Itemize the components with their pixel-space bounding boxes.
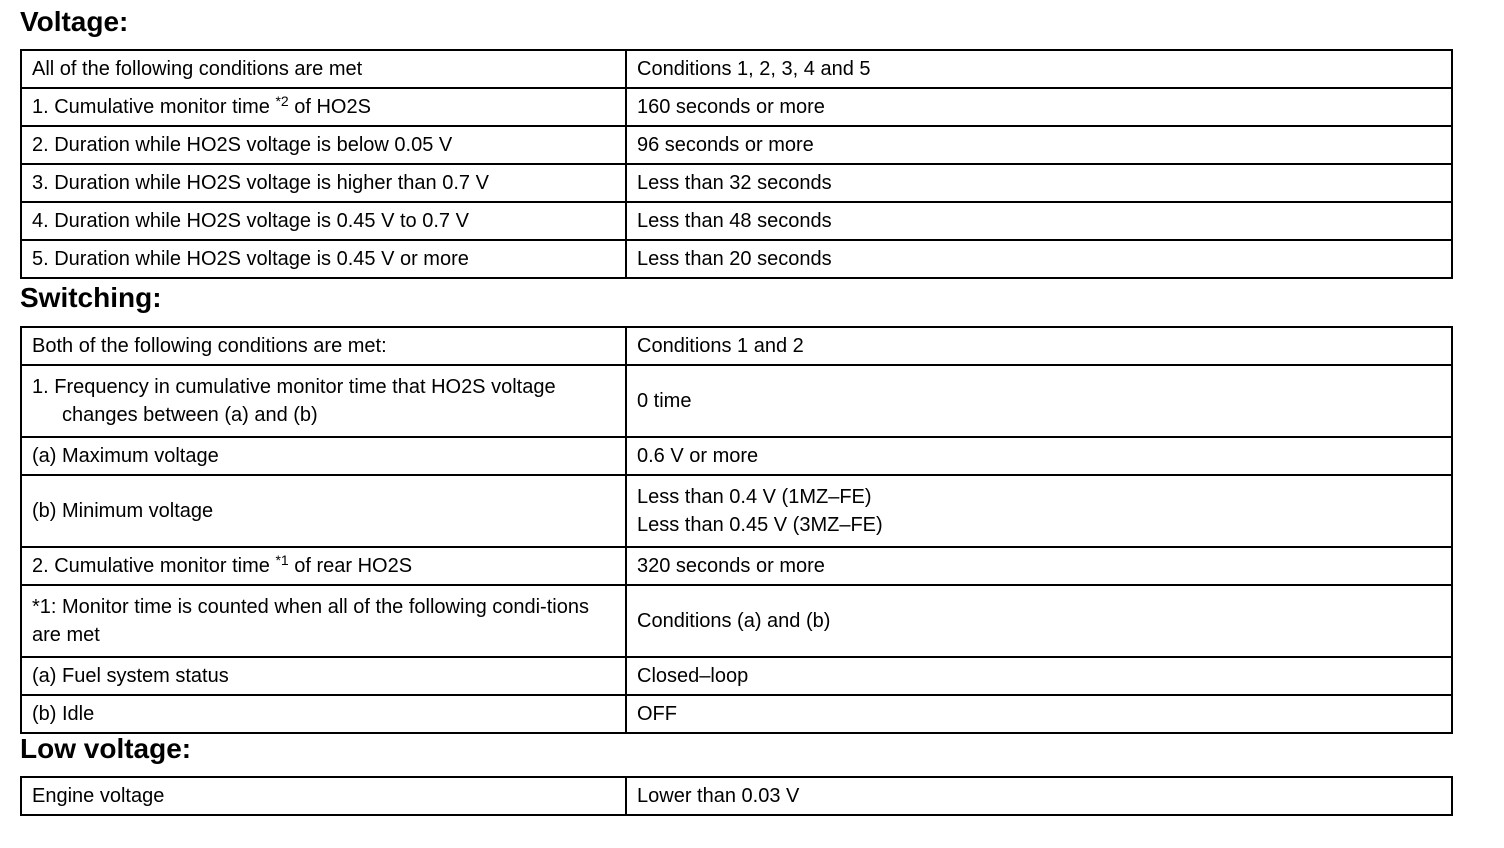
condition-label: 4. Duration while HO2S voltage is 0.45 V to 0.7 V xyxy=(21,202,626,240)
label-text-after: of rear HO2S xyxy=(288,555,413,577)
table-row xyxy=(21,585,1452,657)
table-row xyxy=(21,777,1452,815)
condition-value: Less than 20 seconds xyxy=(626,240,1452,278)
table-row xyxy=(21,437,1452,475)
condition-value: OFF xyxy=(626,695,1452,733)
condition-label: (b) Minimum voltage xyxy=(21,475,626,547)
condition-value: Closed–loop xyxy=(626,657,1452,695)
condition-label: 5. Duration while HO2S voltage is 0.45 V or more xyxy=(21,240,626,278)
condition-label: All of the following conditions are met xyxy=(21,50,626,88)
voltage-conditions-table xyxy=(20,49,1453,279)
condition-value: Lower than 0.03 V xyxy=(626,777,1452,815)
condition-label: 1. Frequency in cumulative monitor time that HO2S voltage changes between (a) and (b) xyxy=(21,365,626,437)
table-row xyxy=(21,547,1452,585)
table-row xyxy=(21,88,1452,126)
condition-value: 320 seconds or more xyxy=(626,547,1452,585)
condition-value: 160 seconds or more xyxy=(626,88,1452,126)
table-row xyxy=(21,695,1452,733)
voltage-heading: Voltage: xyxy=(20,6,129,37)
footnote-marker: *2 xyxy=(275,93,289,109)
label-text: 1. Cumulative monitor time xyxy=(32,96,270,118)
footnote-label: *1: Monitor time is counted when all of the following condi-tions are met xyxy=(21,585,626,657)
table-row xyxy=(21,327,1452,365)
table-row xyxy=(21,475,1452,547)
condition-value: Conditions 1, 2, 3, 4 and 5 xyxy=(626,50,1452,88)
table-row xyxy=(21,240,1452,278)
condition-value: 0 time xyxy=(626,365,1452,437)
condition-value: Conditions 1 and 2 xyxy=(626,327,1452,365)
condition-value: Conditions (a) and (b) xyxy=(626,585,1452,657)
condition-value: Less than 48 seconds xyxy=(626,202,1452,240)
condition-label: 2. Duration while HO2S voltage is below 0.05 V xyxy=(21,126,626,164)
table-row xyxy=(21,202,1452,240)
condition-label xyxy=(21,88,626,126)
condition-value: Less than 32 seconds xyxy=(626,164,1452,202)
table-row xyxy=(21,50,1452,88)
condition-value: 0.6 V or more xyxy=(626,437,1452,475)
low-voltage-heading: Low voltage: xyxy=(20,733,192,764)
condition-label: Engine voltage xyxy=(21,777,626,815)
footnote-marker: *1 xyxy=(275,552,289,568)
table-row xyxy=(21,657,1452,695)
switching-heading: Switching: xyxy=(20,282,162,313)
condition-label: Both of the following conditions are met: xyxy=(21,327,626,365)
label-text-after: of HO2S xyxy=(288,96,371,118)
value-line: Less than 0.4 V (1MZ–FE) xyxy=(637,486,872,508)
condition-value xyxy=(626,475,1452,547)
condition-label: (a) Fuel system status xyxy=(21,657,626,695)
condition-label: (a) Maximum voltage xyxy=(21,437,626,475)
label-text: 2. Cumulative monitor time xyxy=(32,555,270,577)
condition-value: 96 seconds or more xyxy=(626,126,1452,164)
switching-conditions-table xyxy=(20,326,1453,734)
low-voltage-conditions-table xyxy=(20,776,1453,816)
condition-label: (b) Idle xyxy=(21,695,626,733)
table-row xyxy=(21,126,1452,164)
table-row xyxy=(21,365,1452,437)
value-line: Less than 0.45 V (3MZ–FE) xyxy=(637,514,883,536)
table-row xyxy=(21,164,1452,202)
condition-label: 3. Duration while HO2S voltage is higher than 0.7 V xyxy=(21,164,626,202)
condition-label xyxy=(21,547,626,585)
